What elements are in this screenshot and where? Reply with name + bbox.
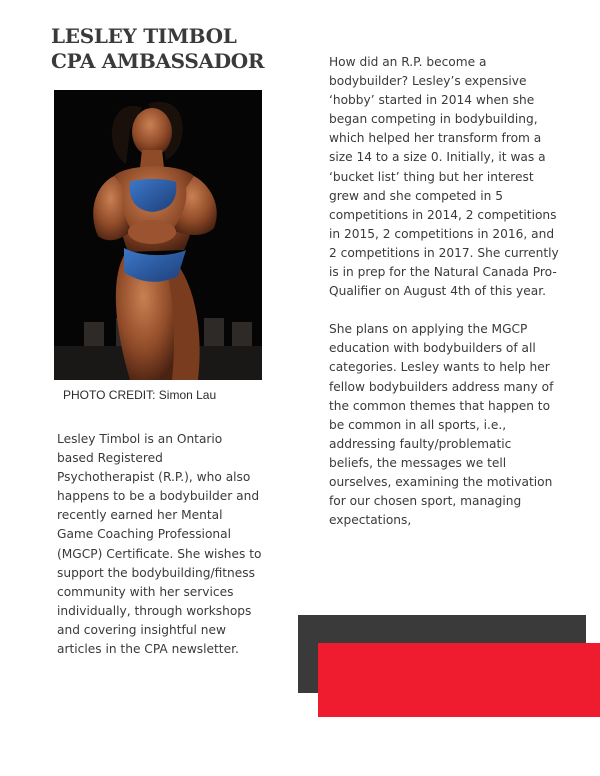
bodybuilder-illustration — [54, 90, 262, 380]
bodybuilder-photo — [54, 90, 262, 380]
photo-credit: PHOTO CREDIT: Simon Lau — [63, 388, 217, 402]
red-accent-block — [318, 643, 600, 717]
title-line-2: CPA AMBASSADOR — [51, 49, 265, 73]
background-paragraph: How did an R.P. become a bodybuilder? Lesley’s expensive ‘hobby’ started in 2014 when she began competing in bodybuilding, which helped her transform from a size 14 to a size 0. Initially, it was a ‘bucket list’ thing but her interest grew and she competed in 5 competitions in 2014, 2 competitions in 2015, 2 competitions in 2016, and 2 competitions in 2017. She currently is in prep for the Natural Canada Pro-Qualifier on August 4th of this year. — [329, 55, 559, 299]
page-title — [51, 24, 264, 74]
title-line-1: LESLEY TIMBOL — [51, 24, 237, 48]
right-column — [329, 53, 559, 549]
intro-paragraph: Lesley Timbol is an Ontario based Registered Psychotherapist (R.P.), who also happens to be a bodybuilder and recently earned her Mental Game Coaching Professional (MGCP) Certificate. She wishes to support the bodybuilding/fitness community with her services individually, through workshops and covering insightful new articles in the CPA newsletter. — [57, 432, 262, 657]
plans-paragraph: She plans on applying the MGCP education with bodybuilders of all categories. Lesley wants to help her fellow bodybuilders address many of the common themes that happen to be common in all sports, i.e., addressing faulty/problematic beliefs, the messages we tell ourselves, examining the motivation for our chosen sport, managing expectations, — [329, 322, 554, 528]
